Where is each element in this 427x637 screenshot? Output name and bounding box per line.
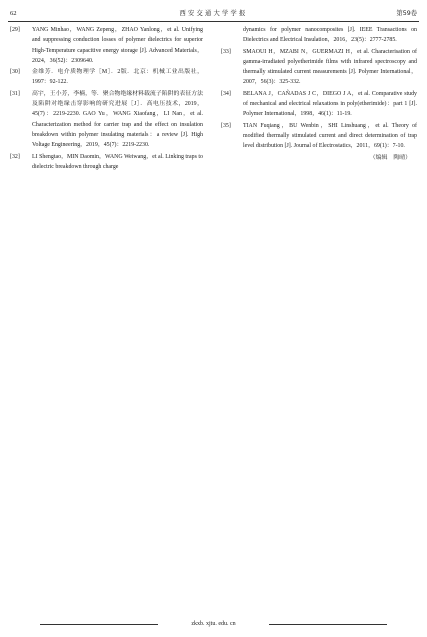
header-rule	[8, 21, 419, 22]
reference-text: 高宇，王小芳，李楠，等．聚合物绝缘材料载流子陷阱的表征方法及陷阱对绝缘击穿影响的研究进展［J］．高电压技术，2019，45(7)：2219-2230. GAO Yu，WANG Xiaofang，LI Nan，et al. Characterization method for carrier trap and the effect on insulation breakdown within polymer insulating materials：a review [J]. High Voltage Engineering，2019，45(7)：2219-2230.	[32, 90, 203, 149]
editor-credit: （编辑 陶晴）	[369, 154, 411, 161]
reference-text: TIAN Fuqiang，BU Wenbin，SHI Linshuang，et al. Theory of modified thermally stimulated current and direct determination of trap level distribution [J]. Journal of Electrostatics，2011，69(1)：7-10.	[243, 122, 417, 150]
right-column	[221, 25, 417, 163]
reference-item	[10, 25, 203, 66]
page-header	[8, 8, 419, 20]
footer-rule-right	[269, 624, 387, 625]
reference-number: [30]	[10, 69, 20, 76]
reference-item	[221, 47, 417, 88]
journal-url: zkxb. xjtu. edu. cn	[191, 621, 236, 627]
reference-text: dynamics for polymer nanocomposites [J]. IEEE Transactions on Dielectrics and Electrical Insulation，2016，23(5)：2777-2785.	[243, 27, 417, 44]
left-column	[10, 25, 203, 173]
page-number: 62	[10, 10, 17, 17]
reference-item	[10, 152, 203, 173]
journal-title: 西安交通大学学报	[179, 10, 248, 17]
reference-number: [32]	[10, 153, 20, 160]
reference-number: [35]	[221, 122, 231, 129]
page-footer	[40, 619, 387, 629]
reference-text: SMAOUI H，MZABI N，GUERMAZI H，et al. Characterisation of gamma-irradiated polyetherimide films with infrared spectroscopy and thermally stimulated current measurements [J]. Polymer International，2007，56(3)：325-332.	[243, 48, 417, 86]
volume-label: 第59卷	[396, 10, 417, 17]
reference-number: [34]	[221, 90, 231, 97]
reference-item	[221, 89, 417, 120]
reference-item	[10, 89, 203, 151]
reference-text: 金维芳．电介质物理学［M］．2版．北京：机械工业出版社，1997：92-122.	[32, 69, 203, 86]
reference-number: [31]	[10, 90, 20, 97]
reference-item	[10, 67, 203, 88]
reference-text: LI Shengtao，MIN Daomin，WANG Weiwang，et al. Linking traps to dielectric breakdown through charge	[32, 153, 203, 170]
reference-item	[221, 121, 417, 152]
reference-text: BELANA J，CAÑADAS J C，DIEGO J A，et al. Comparative study of mechanical and electrical relaxations in poly(etherimide)：part 1 [J]. Polymer International，1998，46(1)：11-19.	[243, 90, 417, 118]
reference-continuation	[221, 25, 417, 46]
reference-number: [33]	[221, 48, 231, 55]
reference-text: YANG Minhao，WANG Zepeng，ZHAO Yanlong，et al. Unifying and suppressing conduction losses of polymer dielectrics for superior High-Temperature capacitive energy storage [J]. Advanced Materials，2024，36(52)：2309640.	[32, 27, 203, 64]
reference-number: [29]	[10, 27, 20, 33]
